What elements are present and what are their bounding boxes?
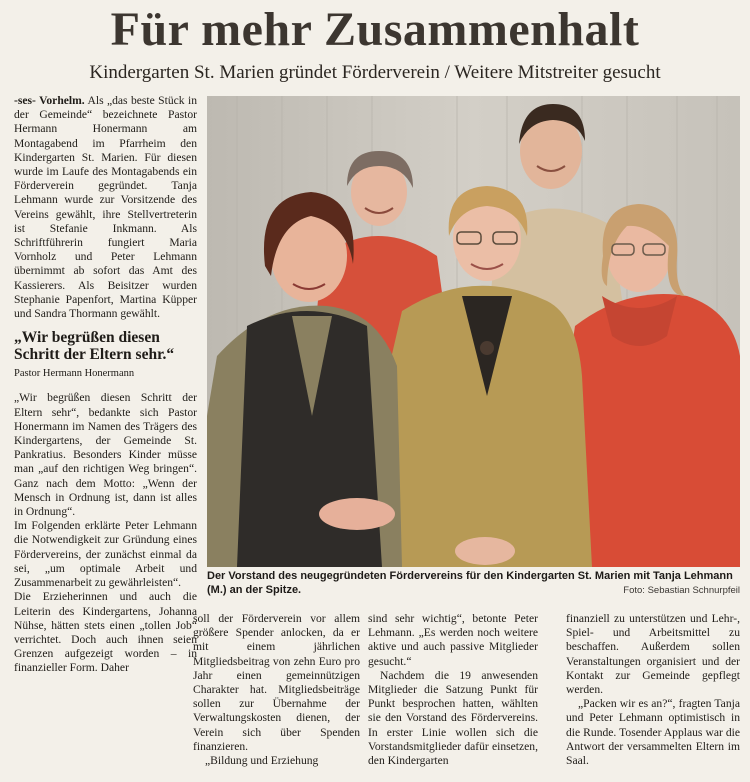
- pull-quote-attribution: Pastor Hermann Honermann: [14, 368, 135, 380]
- article-paragraph: „Wir begrüßen diesen Schritt der Eltern sehr“, bedankte sich Pastor Honermann im Namen des Trägers des Kindergartens, der Gemeinde St. Pankratius. Besonders Kinder müsse man „auf den richtigen Weg bringen“. Ganz nach dem Motto: „Wenn der Mensch in Ordnung ist, dann ist alles in Ordnung“.: [14, 391, 197, 519]
- article-text: Als „das beste Stück in der Gemeinde“ bezeichnete Pastor Hermann Honermann am Montagabend im Pfarrheim den Kindergarten St. Marien. Für diesen wurde im Laufe des Montagabends ein Förderverein gegründet. Tanja Lehmann wurde zur Vorsitzende des Vereins gewählt, ihre Stellvertreterin ist Stefanie Inkmann. Als Schriftführerin fungiert Maria Vornholz und Peter Lehmann übernimmt ab sofort das Amt des Kassierers. Als Beisitzer wurden Stephanie Papenfort, Martina Küpper und Sandra Thormann gewählt.: [14, 94, 197, 321]
- article-paragraph: Nachdem die 19 anwesenden Mitglieder die Satzung Punkt für Punkt besprochen hatten, wählten sie den Vorstand des Fördervereins. In erster Linie wollen sich die Vorstandsmitglieder dafür einsetzen, den Kindergarten: [368, 668, 538, 768]
- article-column-2: [193, 612, 360, 768]
- article-paragraph: sind sehr wichtig“, betonte Peter Lehmann. „Es werden noch weitere aktive und auch passive Mitglieder gesucht.“: [368, 612, 538, 668]
- article-paragraph: „Packen wir es an?“, fragten Tanja und Peter Lehmann optimistisch in die Runde. Tosender Applaus war die Antwort der versammelten Eltern im Saal.: [566, 697, 740, 768]
- pull-quote: „Wir begrüßen diesen Schritt der Eltern sehr.“: [14, 329, 175, 364]
- dateline: -ses- Vorhelm.: [14, 94, 85, 107]
- article-paragraph: [14, 94, 197, 321]
- article-column-3: [368, 612, 538, 768]
- article-paragraph: finanziell zu unterstützen und Lehr-, Spiel- und Arbeitsmittel zu beschaffen. Außerdem sollen Veranstaltungen organisiert und der Kontakt zur Gemeinde gepflegt werden.: [566, 612, 740, 697]
- article-paragraph: Im Folgenden erklärte Peter Lehmann die Notwendigkeit zur Gründung eines Fördervereins, der zunächst einmal da sei, „um optimale Arbeit und Zusammenarbeit zu gewährleisten“.: [14, 519, 197, 590]
- article-paragraph: „Bildung und Erziehung: [205, 754, 319, 768]
- article-column-4: [566, 612, 740, 768]
- subheadline: Kindergarten St. Marien gründet Förderverein / Weitere Mitstreiter gesucht: [89, 62, 661, 83]
- photo-caption: Der Vorstand des neugegründeten Fördervereins für den Kindergarten St. Marien mit Tanja Lehmann (M.) an der Spitze.: [207, 570, 733, 596]
- article-paragraph: Die Erzieherinnen und auch die Leiterin des Kindergartens, Johanna Nühse, hätten stets einen „tollen Job“ verrichtet. Doch auch ihnen seien Grenzen aufgezeigt worden – in finanzieller Form. Daher: [14, 590, 197, 675]
- article-paragraph: soll der Förderverein vor allem größere Spender anlocken, da er mit einem jährlichen Mitgliedsbeitrag von zehn Euro pro Jahr einen gemeinnützigen Charakter hat. Mitgliedsbeiträge sollen zur Übernahme der Verwaltungskosten dienen, der Verein sich über Spenden finanzieren.: [193, 612, 360, 753]
- photo-credit: Foto: Sebastian Schnurpfeil: [623, 585, 740, 596]
- article-column-1: [14, 94, 197, 676]
- headline: Für mehr Zusammenhalt: [110, 3, 640, 56]
- photo-illustration: [207, 96, 740, 567]
- group-photo: [207, 96, 740, 567]
